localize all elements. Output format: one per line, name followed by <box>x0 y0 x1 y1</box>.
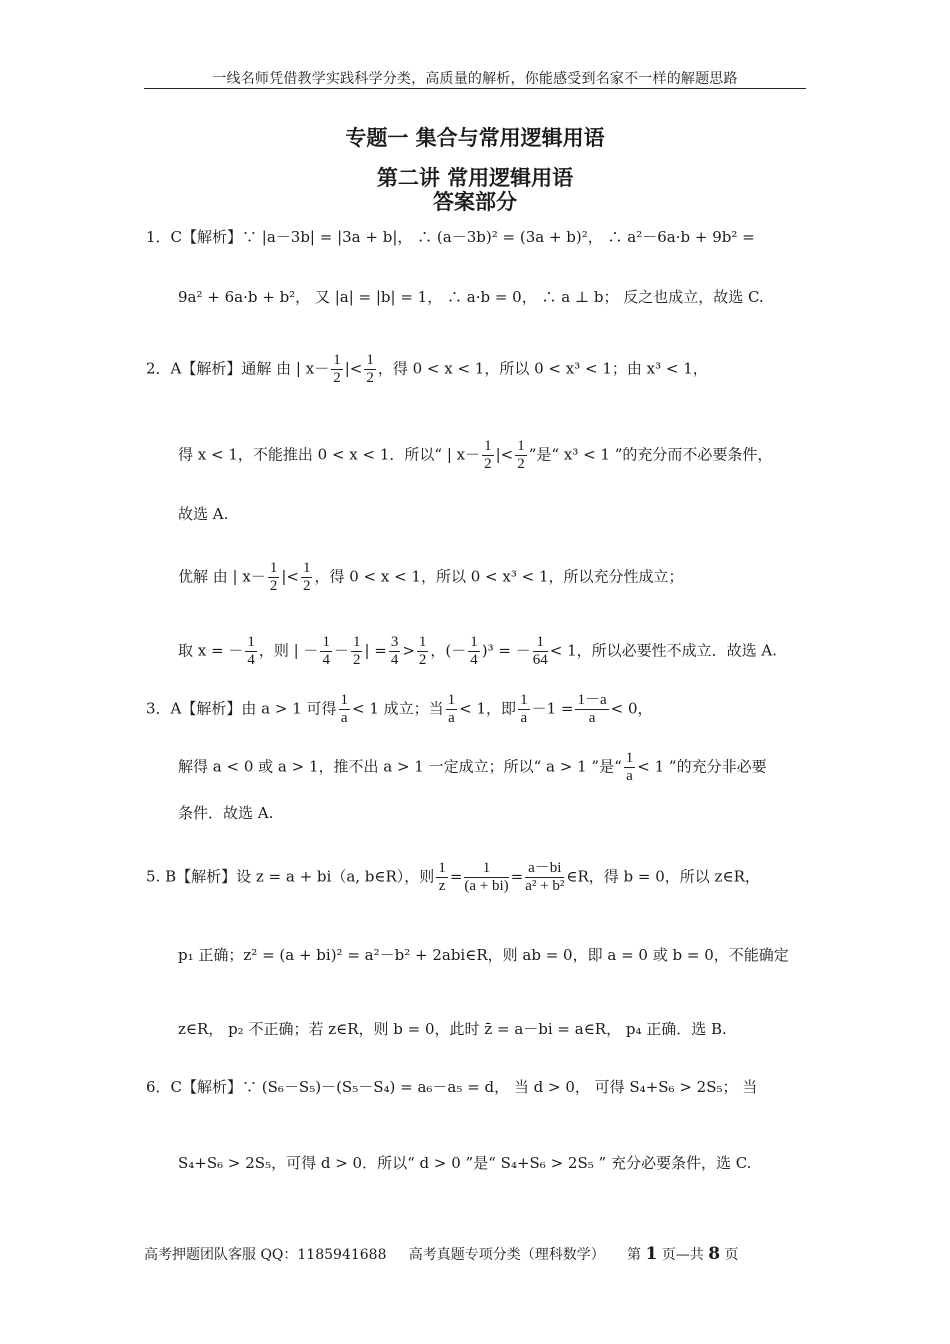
q6-line-1: 6．C【解析】∵ (S₆－S₅)－(S₅－S₄) = a₆－a₅ = d， 当 d > 0， 可得 S₄+S₆ > 2S₅； 当 <box>146 1078 758 1096</box>
lecture-title: 第二讲 常用逻辑用语 <box>376 166 574 190</box>
fraction-half: $\frac{1}{2}$ <box>366 352 374 386</box>
q3-line-3: 条件．故选 A. <box>178 804 274 822</box>
header-divider <box>144 88 806 89</box>
q5-line-3: z∈R， p₂ 不正确；若 z∈R，则 b = 0，此时 z̄ = a－bi = a∈R， p₄ 正确．选 B. <box>178 1020 727 1038</box>
q3-line-2: 解得 a < 0 或 a > 1，推不出 a > 1 一定成立；所以“ a > 1 ”是“ $\frac{1}{a}$ < 1 ”的充分非必要 <box>178 750 767 784</box>
page-footer: 高考押题团队客服 QQ：1185941688 高考真题专项分类（理科数学） 第 1 页—共 8 页 <box>144 1244 739 1264</box>
section-title: 答案部分 <box>433 190 517 214</box>
q2-line-5: 取 x = － $\frac{1}{4}$ ，则 | － $\frac{1}{4}$ － $\frac{1}{2}$ | = $\frac{3}{4}$ > $\frac{1}{2}$ ，(－ $\frac{1}{4}$ )³ = － $\frac{1}{64}$ < 1，所以必要性不成立．故选 A. <box>178 634 778 668</box>
fraction-half: $\frac{1}{2}$ <box>302 560 311 594</box>
page-header-tagline: 一线名师凭借教学实践科学分类，高质量的解析，你能感受到名家不一样的解题思路 <box>212 71 738 87</box>
fraction-half: $\frac{1}{2}$ <box>484 438 492 472</box>
fraction-half: $\frac{1}{2}$ <box>517 438 525 472</box>
q5-line-1: 5. B【解析】设 z = a + bi（a, b∈R），则 $\frac{1}{z}$ = $\frac{1}{(a + bi)}$ = $\frac{a-bi}{\text{a² + b²}}$ ∈R，得 b = 0，所以 z∈R， <box>146 860 760 894</box>
q1-line-1: 1．C【解析】∵ |a－3b| = |3a + b|， ∴ (a－3b)² = (3a + b)²， ∴ a²－6a·b + 9b² = <box>146 228 755 246</box>
footer-service: 高考押题团队客服 QQ：1185941688 <box>144 1247 387 1263</box>
q2-line-4: 优解 由 | x－ $\frac{1}{2}$ |< $\frac{1}{2}$ ，得 0 < x < 1，所以 0 < x³ < 1，所以充分性成立； <box>178 560 684 594</box>
q1-line-2: 9a² + 6a·b + b²， 又 |a| = |b| = 1， ∴ a·b = 0， ∴ a ⊥ b； 反之也成立，故选 C. <box>178 288 764 306</box>
q2-line-3: 故选 A. <box>178 505 229 523</box>
q5-line-2: p₁ 正确；z² = (a + bi)² = a²－b² + 2abi∈R，则 ab = 0，即 a = 0 或 b = 0，不能确定 <box>178 946 789 964</box>
q2-line-2: 得 x < 1，不能推出 0 < x < 1．所以“ | x－ $\frac{1}{2}$ |< $\frac{1}{2}$ ”是“ x³ < 1 ”的充分而不必要条件， <box>178 438 773 472</box>
footer-page-total: 8 <box>708 1244 721 1264</box>
q3-line-1: 3．A【解析】由 a > 1 可得 $\frac{1}{a}$ < 1 成立；当 $\frac{1}{a}$ < 1，即 $\frac{1}{a}$ －1 = $\frac{1-a}{a}$ < 0， <box>146 692 653 726</box>
fraction-half: $\frac{1}{2}$ <box>269 560 278 594</box>
q6-line-2: S₄+S₆ > 2S₅，可得 d > 0．所以“ d > 0 ”是“ S₄+S₆ > 2S₅ ” 充分必要条件，选 C. <box>178 1154 752 1172</box>
footer-collection: 高考真题专项分类（理科数学） <box>408 1247 605 1263</box>
topic-title: 专题一 集合与常用逻辑用语 <box>345 126 605 150</box>
fraction-half: $\frac{1}{2}$ <box>333 352 341 386</box>
q2-line-1: 2．A【解析】通解 由 | x－ $\frac{1}{2}$ |< $\frac{1}{2}$ ，得 0 < x < 1，所以 0 < x³ < 1；由 x³ < 1， <box>146 352 708 386</box>
footer-page-number: 1 <box>645 1244 658 1264</box>
